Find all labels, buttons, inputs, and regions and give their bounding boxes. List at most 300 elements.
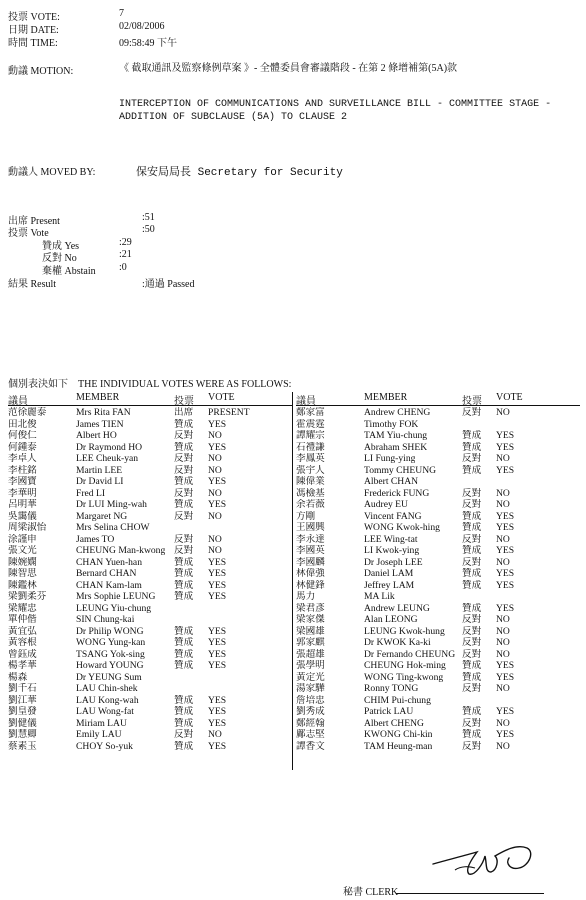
vote-en: YES — [208, 556, 227, 568]
table-row — [8, 534, 292, 546]
vote-en: YES — [496, 441, 515, 453]
vote-zh: 贊成 — [462, 602, 482, 614]
member-name-en: Mrs Rita FAN — [76, 407, 131, 418]
member-name-zh: 周梁淑怡 — [8, 522, 47, 533]
member-name-en: Fred LI — [76, 487, 106, 499]
vote-en: NO — [496, 556, 510, 568]
table-row — [296, 465, 580, 477]
vote-en: YES — [208, 648, 227, 660]
table-row — [296, 603, 580, 615]
vote-en: YES — [208, 706, 227, 717]
member-name-zh: 王國興 — [296, 522, 325, 533]
member-name-zh: 梁家傑 — [296, 614, 325, 625]
vote-en: YES — [496, 510, 515, 522]
table-row — [296, 488, 580, 500]
table-row — [8, 545, 292, 557]
member-name-zh: 李國寶 — [8, 476, 37, 487]
member-name-en: Abraham SHEK — [364, 441, 428, 453]
vote-zh: 贊成 — [174, 625, 194, 637]
vote-zh: 反對 — [174, 533, 194, 545]
header-member-en: MEMBER — [76, 392, 120, 403]
table-row — [8, 430, 292, 442]
vote-zh: 贊成 — [174, 418, 194, 430]
member-name-en: Dr Fernando CHEUNG — [364, 648, 456, 660]
member-name-zh: 單仲偕 — [8, 614, 37, 625]
header-member-en: MEMBER — [364, 392, 408, 403]
vote-zh: 贊成 — [462, 522, 482, 533]
table-row — [296, 442, 580, 454]
member-name-zh: 張學明 — [296, 660, 325, 671]
table-row — [296, 545, 580, 557]
table-row — [296, 476, 580, 488]
member-name-en: LAU Kong-wah — [76, 694, 139, 706]
table-row — [296, 718, 580, 730]
vote-en: YES — [496, 464, 515, 476]
member-name-en: Dr LUI Ming-wah — [76, 499, 147, 510]
vote-zh: 贊成 — [174, 637, 194, 648]
abstain-count: :0 — [119, 262, 127, 273]
table-row — [296, 683, 580, 695]
member-name-zh: 田北俊 — [8, 418, 37, 430]
result-label: 結果 Result — [8, 279, 57, 290]
member-name-zh: 林偉強 — [296, 568, 325, 579]
vote-zh: 反對 — [174, 545, 194, 556]
motion-title-en: INTERCEPTION OF COMMUNICATIONS AND SURVEILLANCE BILL - COMMITTEE STAGE - ADDITION OF SUBCLAUSE (5A) TO CLAUSE 2 — [119, 99, 552, 123]
table-row — [296, 511, 580, 523]
member-name-en: CHIM Pui-chung — [364, 694, 431, 706]
vote-en: YES — [496, 545, 515, 556]
vote-zh: 反對 — [462, 407, 482, 418]
member-name-zh: 馬力 — [296, 591, 316, 602]
clerk-label: 秘書 CLERK — [343, 887, 399, 898]
vote-zh: 贊成 — [174, 441, 194, 453]
member-name-en: LI Fung-ying — [364, 453, 416, 464]
member-name-en: Mrs Sophie LEUNG — [76, 591, 156, 602]
vote-en: NO — [496, 740, 510, 752]
member-name-en: LEUNG Kwok-hung — [364, 625, 445, 637]
vote-zh: 贊成 — [174, 660, 194, 671]
member-name-en: Ronny TONG — [364, 683, 419, 694]
member-name-zh: 楊森 — [8, 671, 28, 683]
member-name-en: Timothy FOK — [364, 418, 419, 430]
vote-en: NO — [208, 464, 222, 476]
table-row — [8, 591, 292, 603]
vote-en: YES — [496, 568, 515, 579]
vote-en: NO — [496, 648, 510, 660]
table-row — [296, 649, 580, 661]
member-name-en: Dr Philip WONG — [76, 625, 144, 637]
vote-zh: 贊成 — [462, 441, 482, 453]
vote-en: YES — [208, 476, 227, 487]
individual-votes-title: 個別表決如下 THE INDIVIDUAL VOTES WERE AS FOLLOWS: — [8, 379, 292, 390]
table-row — [296, 626, 580, 638]
member-name-zh: 何鍾泰 — [8, 441, 37, 453]
member-name-zh: 劉千石 — [8, 683, 37, 694]
vote-en: NO — [208, 545, 222, 556]
member-name-zh: 馮檢基 — [296, 487, 325, 499]
table-row — [8, 729, 292, 741]
vote-zh: 贊成 — [174, 717, 194, 729]
vote-en: YES — [208, 625, 227, 637]
clerk-signature — [425, 830, 545, 882]
vote-en: PRESENT — [208, 407, 250, 418]
table-row — [8, 580, 292, 592]
vote-en: NO — [208, 453, 222, 464]
result-value: :通過 Passed — [142, 279, 195, 290]
member-name-zh: 李永達 — [296, 533, 325, 545]
member-name-en: Dr Raymond HO — [76, 441, 143, 453]
member-name-en: MA Lik — [364, 591, 395, 602]
member-name-en: Audrey EU — [364, 499, 408, 510]
member-name-en: LI Kwok-ying — [364, 545, 420, 556]
vote-en: YES — [496, 522, 515, 533]
time-label: 時間 TIME: — [8, 38, 58, 49]
member-name-zh: 余若薇 — [296, 499, 325, 510]
member-name-en: Daniel LAM — [364, 568, 414, 579]
member-name-zh: 譚香文 — [296, 740, 325, 752]
vote-en: YES — [496, 671, 515, 683]
member-name-en: James TO — [76, 533, 115, 545]
member-name-en: CHAN Yuen-han — [76, 556, 142, 568]
table-row — [296, 407, 580, 419]
member-name-zh: 涂謹申 — [8, 533, 37, 545]
vote-zh: 反對 — [462, 683, 482, 694]
moved-by-value: 保安局局長 Secretary for Security — [136, 167, 343, 179]
table-divider — [292, 392, 293, 770]
member-name-en: WONG Yung-kan — [76, 637, 146, 648]
member-name-en: KWONG Chi-kin — [364, 729, 433, 740]
member-name-zh: 方剛 — [296, 510, 316, 522]
table-row — [296, 637, 580, 649]
vote-en: NO — [496, 625, 510, 637]
header-vote-en: VOTE — [496, 392, 523, 403]
table-row — [296, 695, 580, 707]
vote-zh: 贊成 — [174, 556, 194, 568]
member-name-zh: 林健鋒 — [296, 579, 325, 591]
vote-zh: 贊成 — [462, 660, 482, 671]
vote-en: NO — [496, 637, 510, 648]
member-name-en: WONG Kwok-hing — [364, 522, 440, 533]
member-name-zh: 陳偉業 — [296, 476, 325, 487]
table-row — [8, 741, 292, 753]
table-row — [296, 660, 580, 672]
yes-count: :29 — [119, 237, 132, 248]
table-row — [8, 637, 292, 649]
present-count: :51 — [142, 212, 155, 223]
member-name-zh: 鄭經翰 — [296, 717, 325, 729]
member-name-en: Albert CHENG — [364, 717, 424, 729]
member-name-zh: 陳婉嫻 — [8, 556, 37, 568]
time-value: 09:58:49 下午 — [119, 38, 178, 49]
vote-zh: 反對 — [174, 487, 194, 499]
member-name-zh: 張宇人 — [296, 464, 325, 476]
vote-en: NO — [496, 407, 510, 418]
table-row — [296, 706, 580, 718]
member-name-zh: 陳鑑林 — [8, 579, 37, 591]
member-name-zh: 梁劉柔芬 — [8, 591, 47, 602]
table-row — [296, 672, 580, 684]
member-name-en: Margaret NG — [76, 510, 128, 522]
member-name-en: LEUNG Yiu-chung — [76, 602, 152, 614]
vote-en: YES — [208, 499, 227, 510]
member-name-zh: 呂明華 — [8, 499, 37, 510]
vote-zh: 反對 — [462, 453, 482, 464]
member-name-zh: 李國麟 — [296, 556, 325, 568]
vote-zh: 反對 — [174, 464, 194, 476]
member-name-zh: 李柱銘 — [8, 464, 37, 476]
member-name-zh: 李華明 — [8, 487, 37, 499]
member-name-en: TSANG Yok-sing — [76, 648, 145, 660]
table-row — [8, 672, 292, 684]
date-value: 02/08/2006 — [119, 21, 165, 32]
member-name-en: Martin LEE — [76, 464, 123, 476]
vote-zh: 贊成 — [174, 579, 194, 591]
header-vote-en: VOTE — [208, 392, 235, 403]
member-name-zh: 范徐麗泰 — [8, 407, 47, 418]
member-name-en: Mrs Selina CHOW — [76, 522, 150, 533]
member-name-zh: 劉健儀 — [8, 717, 37, 729]
member-name-en: LAU Wong-fat — [76, 706, 134, 717]
table-row — [296, 729, 580, 741]
member-name-en: Frederick FUNG — [364, 487, 430, 499]
vote-en: NO — [208, 487, 222, 499]
member-name-en: Bernard CHAN — [76, 568, 137, 579]
vote-zh: 反對 — [462, 740, 482, 752]
vote-en: YES — [208, 740, 227, 752]
table-row — [296, 741, 580, 753]
member-name-en: Patrick LAU — [364, 706, 414, 717]
member-name-zh: 曾鈺成 — [8, 648, 37, 660]
vote-en: YES — [208, 568, 227, 579]
vote-zh: 反對 — [462, 487, 482, 499]
member-name-en: Andrew LEUNG — [364, 602, 430, 614]
vote-en: YES — [208, 418, 227, 430]
member-name-zh: 李國英 — [296, 545, 325, 556]
vote-zh: 反對 — [462, 637, 482, 648]
member-name-en: Tommy CHEUNG — [364, 464, 437, 476]
table-row — [8, 706, 292, 718]
table-row — [8, 649, 292, 661]
member-name-en: Miriam LAU — [76, 717, 127, 729]
vote-en: YES — [208, 441, 227, 453]
member-name-zh: 黃定光 — [296, 671, 325, 683]
vote-zh: 反對 — [462, 625, 482, 637]
vote-en: YES — [496, 602, 515, 614]
vote-label: 投票 Vote — [8, 228, 49, 239]
vote-en: NO — [496, 683, 510, 694]
table-row — [296, 522, 580, 534]
vote-en: NO — [208, 533, 222, 545]
member-name-en: James TIEN — [76, 418, 124, 430]
vote-en: YES — [208, 637, 227, 648]
vote-zh: 贊成 — [462, 671, 482, 683]
table-row — [8, 499, 292, 511]
vote-zh: 贊成 — [174, 648, 194, 660]
vote-en: YES — [208, 591, 227, 602]
member-name-en: LAU Chin-shek — [76, 683, 138, 694]
table-row — [296, 591, 580, 603]
member-name-en: Alan LEONG — [364, 614, 418, 625]
table-row — [8, 407, 292, 419]
member-name-zh: 譚耀宗 — [296, 430, 325, 441]
vote-zh: 贊成 — [174, 740, 194, 752]
vote-zh: 反對 — [462, 556, 482, 568]
vote-zh: 反對 — [462, 499, 482, 510]
member-name-zh: 李鳳英 — [296, 453, 325, 464]
vote-zh: 反對 — [174, 510, 194, 522]
member-name-en: Albert CHAN — [364, 476, 419, 487]
member-name-zh: 劉慧卿 — [8, 729, 37, 740]
vote-zh: 贊成 — [462, 464, 482, 476]
member-name-zh: 梁君彥 — [296, 602, 325, 614]
member-name-en: Jeffrey LAM — [364, 579, 415, 591]
vote-en: NO — [496, 499, 510, 510]
member-name-en: Andrew CHENG — [364, 407, 431, 418]
member-name-zh: 何俊仁 — [8, 430, 37, 441]
vote-zh: 反對 — [462, 533, 482, 545]
vote-en: YES — [496, 729, 515, 740]
vote-zh: 反對 — [462, 614, 482, 625]
vote-en: NO — [496, 533, 510, 545]
date-label: 日期 DATE: — [8, 25, 59, 36]
vote-en: NO — [208, 510, 222, 522]
vote-en: NO — [496, 487, 510, 499]
member-name-zh: 鄺志堅 — [296, 729, 325, 740]
table-row — [8, 660, 292, 672]
member-name-zh: 詹培忠 — [296, 694, 325, 706]
table-row — [296, 614, 580, 626]
member-name-en: LEE Cheuk-yan — [76, 453, 139, 464]
vote-count: :50 — [142, 224, 155, 235]
vote-zh: 贊成 — [174, 476, 194, 487]
vote-number: 7 — [119, 8, 124, 19]
no-label: 反對 No — [42, 253, 77, 264]
table-row — [8, 442, 292, 454]
table-row — [8, 522, 292, 534]
member-name-zh: 張超雄 — [296, 648, 325, 660]
table-header-left — [8, 392, 292, 406]
member-name-zh: 劉皇發 — [8, 706, 37, 717]
member-name-zh: 楊孝華 — [8, 660, 37, 671]
present-label: 出席 Present — [8, 216, 60, 227]
clerk-signature-line — [396, 893, 544, 894]
yes-label: 贊成 Yes — [42, 241, 80, 252]
vote-zh: 反對 — [174, 729, 194, 740]
vote-en: YES — [208, 717, 227, 729]
motion-label: 動議 MOTION: — [8, 66, 74, 77]
vote-en: NO — [496, 453, 510, 464]
member-name-zh: 蔡素玉 — [8, 740, 37, 752]
table-row — [8, 453, 292, 465]
member-name-zh: 石禮謙 — [296, 441, 325, 453]
table-row — [296, 568, 580, 580]
member-name-zh: 霍震霆 — [296, 418, 325, 430]
table-row — [8, 488, 292, 500]
member-name-zh: 郭家麒 — [296, 637, 325, 648]
no-count: :21 — [119, 249, 132, 260]
vote-zh: 贊成 — [174, 568, 194, 579]
member-name-zh: 劉江華 — [8, 694, 37, 706]
member-name-zh: 梁耀忠 — [8, 602, 37, 614]
table-row — [8, 626, 292, 638]
member-name-en: Albert HO — [76, 430, 117, 441]
header-vote-zh: 投票 — [462, 396, 482, 407]
member-name-zh: 劉秀成 — [296, 706, 325, 717]
table-row — [8, 683, 292, 695]
vote-zh: 贊成 — [174, 591, 194, 602]
vote-zh: 反對 — [174, 430, 194, 441]
member-name-en: Dr Joseph LEE — [364, 556, 423, 568]
table-row — [8, 476, 292, 488]
table-row — [8, 419, 292, 431]
vote-zh: 反對 — [174, 453, 194, 464]
vote-zh: 贊成 — [174, 694, 194, 706]
table-row — [296, 534, 580, 546]
table-row — [296, 430, 580, 442]
member-name-zh: 湯家驊 — [296, 683, 325, 694]
vote-zh: 贊成 — [462, 579, 482, 591]
member-name-en: Dr YEUNG Sum — [76, 671, 142, 683]
vote-zh: 贊成 — [462, 545, 482, 556]
member-name-en: CHEUNG Man-kwong — [76, 545, 166, 556]
member-name-en: CHEUNG Hok-ming — [364, 660, 446, 671]
vote-zh: 贊成 — [462, 510, 482, 522]
vote-en: YES — [208, 660, 227, 671]
vote-zh: 反對 — [462, 717, 482, 729]
vote-en: YES — [496, 579, 515, 591]
abstain-label: 棄權 Abstain — [42, 266, 96, 277]
vote-en: YES — [208, 579, 227, 591]
table-row — [8, 511, 292, 523]
table-row — [8, 614, 292, 626]
table-row — [296, 453, 580, 465]
member-name-zh: 吳靄儀 — [8, 510, 37, 522]
header-vote-zh: 投票 — [174, 396, 194, 407]
motion-title-zh: 《 截取通訊及監察條例草案 》- 全體委員會審議階段 - 在第 2 條增補第(5A)款 — [119, 63, 458, 74]
table-row — [296, 557, 580, 569]
member-name-en: TAM Yiu-chung — [364, 430, 428, 441]
member-name-en: CHAN Kam-lam — [76, 579, 142, 591]
member-name-zh: 黃容根 — [8, 637, 37, 648]
member-name-en: CHOY So-yuk — [76, 740, 133, 752]
table-row — [8, 603, 292, 615]
table-row — [296, 580, 580, 592]
vote-zh: 贊成 — [462, 568, 482, 579]
vote-zh: 贊成 — [174, 706, 194, 717]
header-member-zh: 議員 — [8, 396, 28, 407]
vote-en: NO — [208, 430, 222, 441]
member-name-zh: 李卓人 — [8, 453, 37, 464]
member-name-en: Vincent FANG — [364, 510, 422, 522]
table-header-right — [296, 392, 580, 406]
vote-en: NO — [208, 729, 222, 740]
member-name-en: Emily LAU — [76, 729, 122, 740]
moved-by-label: 動議人 MOVED BY: — [8, 167, 96, 178]
member-name-en: Howard YOUNG — [76, 660, 144, 671]
member-name-zh: 張文光 — [8, 545, 37, 556]
vote-zh: 贊成 — [174, 499, 194, 510]
vote-zh: 反對 — [462, 648, 482, 660]
member-name-zh: 鄭家富 — [296, 407, 325, 418]
vote-zh: 贊成 — [462, 430, 482, 441]
table-row — [8, 465, 292, 477]
member-name-zh: 梁國雄 — [296, 625, 325, 637]
vote-en: NO — [496, 717, 510, 729]
table-row — [296, 419, 580, 431]
member-name-en: WONG Ting-kwong — [364, 671, 444, 683]
vote-en: YES — [496, 706, 515, 717]
table-row — [8, 718, 292, 730]
